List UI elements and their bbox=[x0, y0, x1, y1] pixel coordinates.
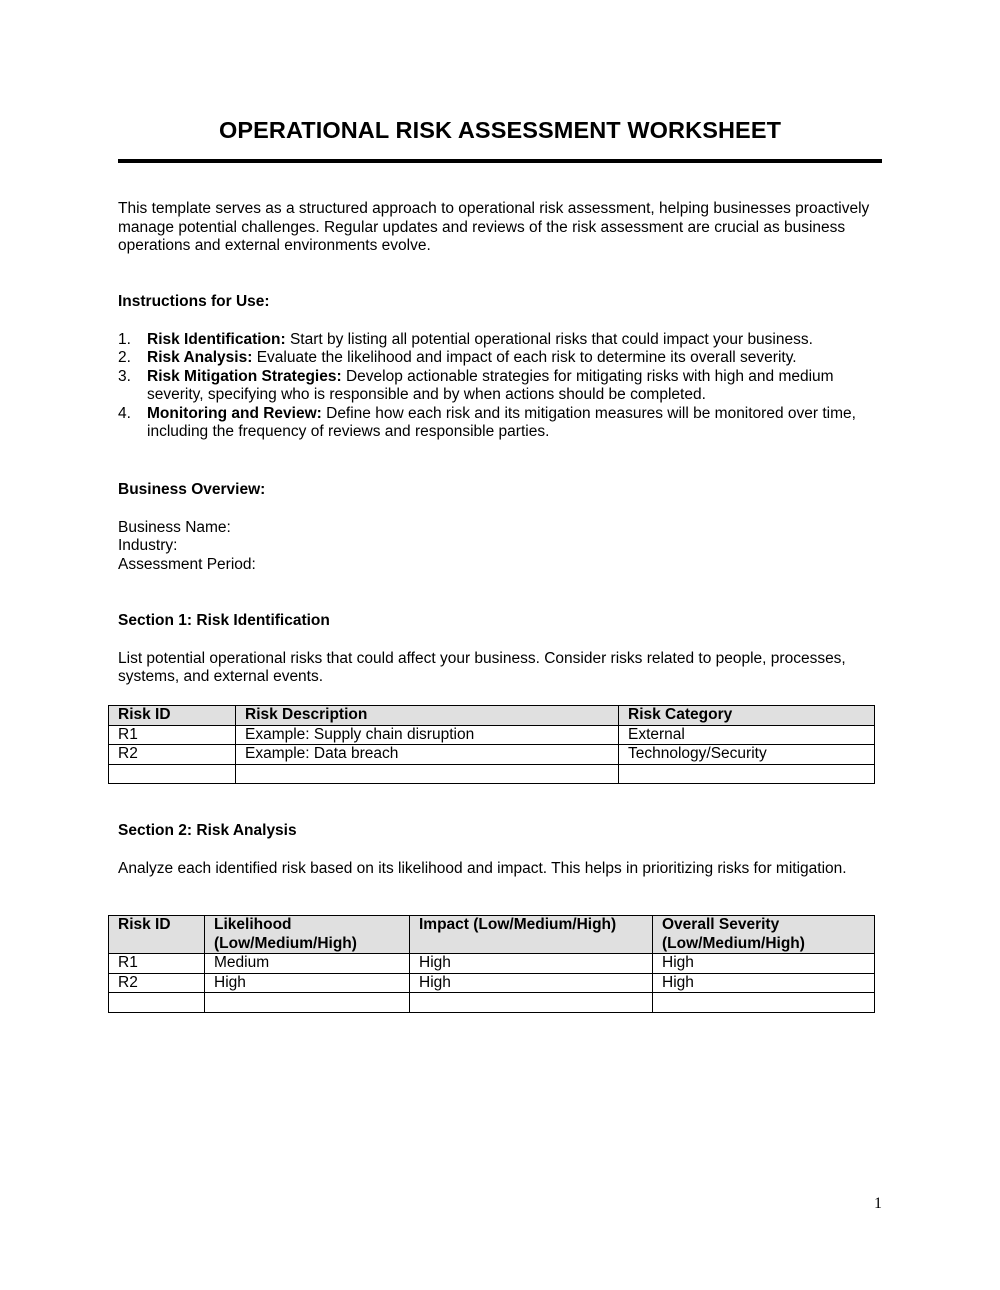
instructions-section bbox=[118, 293, 882, 442]
table-cell bbox=[619, 764, 875, 784]
section1-heading: Section 1: Risk Identification bbox=[118, 612, 330, 629]
column-header: Risk ID bbox=[109, 706, 236, 726]
instruction-label: Risk Analysis: bbox=[147, 349, 253, 366]
table-cell: High bbox=[410, 973, 653, 993]
instruction-item bbox=[118, 331, 882, 350]
table-cell: R1 bbox=[109, 725, 236, 745]
table-header-row bbox=[109, 706, 875, 726]
section2-heading: Section 2: Risk Analysis bbox=[118, 822, 297, 839]
column-header: Overall Severity (Low/Medium/High) bbox=[653, 916, 875, 954]
table-cell: High bbox=[205, 973, 410, 993]
section1-description: List potential operational risks that could affect your business. Consider risks related to people, processes, systems, and external events. bbox=[118, 649, 846, 685]
table-cell: Technology/Security bbox=[619, 745, 875, 765]
table-cell bbox=[109, 993, 205, 1013]
table-cell: R2 bbox=[109, 973, 205, 993]
table-cell bbox=[109, 764, 236, 784]
table-cell: Medium bbox=[205, 954, 410, 974]
business-name-field: Business Name: bbox=[118, 518, 231, 536]
table-cell: Example: Supply chain disruption bbox=[236, 725, 619, 745]
table-row bbox=[109, 725, 875, 745]
table-cell bbox=[653, 993, 875, 1013]
page-number: 1 bbox=[874, 1195, 882, 1212]
table-row bbox=[109, 993, 875, 1013]
table-row bbox=[109, 973, 875, 993]
table-cell: High bbox=[653, 973, 875, 993]
title-divider bbox=[118, 159, 882, 163]
table-row bbox=[109, 954, 875, 974]
instruction-number: 4. bbox=[118, 404, 131, 422]
table-cell: High bbox=[653, 954, 875, 974]
business-overview-section bbox=[118, 481, 882, 574]
instruction-label: Risk Mitigation Strategies: bbox=[147, 367, 342, 385]
instruction-number: 3. bbox=[118, 367, 131, 385]
intro-paragraph bbox=[118, 200, 882, 256]
instruction-text: Start by listing all potential operational risks that could impact your business. bbox=[285, 330, 813, 348]
section2 bbox=[118, 822, 882, 878]
instruction-number: 2. bbox=[118, 349, 131, 366]
column-header: Risk Description bbox=[236, 706, 619, 726]
table-cell bbox=[205, 993, 410, 1013]
column-header: Impact (Low/Medium/High) bbox=[410, 916, 653, 954]
intro-text: This template serves as a structured approach to operational risk assessment, helping businesses proactively manage potential challenges. Regular updates and reviews of the risk assessment are crucial as business operations and external environments evolve. bbox=[118, 200, 870, 254]
instruction-label: Risk Identification: bbox=[147, 330, 286, 348]
instruction-item bbox=[118, 349, 882, 368]
column-header: Likelihood (Low/Medium/High) bbox=[205, 916, 410, 954]
risk-analysis-table bbox=[108, 915, 875, 1013]
instruction-item bbox=[118, 405, 882, 442]
table-cell bbox=[236, 764, 619, 784]
assessment-period-field: Assessment Period: bbox=[118, 555, 256, 573]
instructions-list bbox=[118, 331, 882, 442]
table-cell: High bbox=[410, 954, 653, 974]
business-overview-heading: Business Overview: bbox=[118, 481, 266, 498]
industry-field: Industry: bbox=[118, 537, 178, 554]
table-cell bbox=[410, 993, 653, 1013]
instruction-number: 1. bbox=[118, 330, 131, 348]
table-cell: Example: Data breach bbox=[236, 745, 619, 765]
section1 bbox=[118, 612, 882, 687]
section2-description: Analyze each identified risk based on its likelihood and impact. This helps in prioritizing risks for mitigation. bbox=[118, 859, 847, 877]
table-header-row bbox=[109, 916, 875, 954]
table-cell: R2 bbox=[109, 745, 236, 765]
instruction-label: Monitoring and Review: bbox=[147, 404, 322, 422]
document-title: OPERATIONAL RISK ASSESSMENT WORKSHEET bbox=[218, 117, 782, 143]
table-cell: External bbox=[619, 725, 875, 745]
instruction-item bbox=[118, 368, 882, 405]
instruction-text: Evaluate the likelihood and impact of each risk to determine its overall severity. bbox=[252, 349, 797, 366]
instructions-heading: Instructions for Use: bbox=[118, 293, 270, 310]
instruction-text: Define how each risk and its mitigation measures will be monitored over time, including the frequency of reviews and responsible parties. bbox=[147, 404, 856, 440]
instruction-text: Develop actionable strategies for mitigating risks with high and medium severity, specifying who is responsible and by when actions should be completed. bbox=[147, 367, 834, 403]
table-row bbox=[109, 745, 875, 765]
risk-identification-table bbox=[108, 705, 875, 784]
table-row bbox=[109, 764, 875, 784]
column-header: Risk Category bbox=[619, 706, 875, 726]
column-header: Risk ID bbox=[109, 916, 205, 954]
table-cell: R1 bbox=[109, 954, 205, 974]
